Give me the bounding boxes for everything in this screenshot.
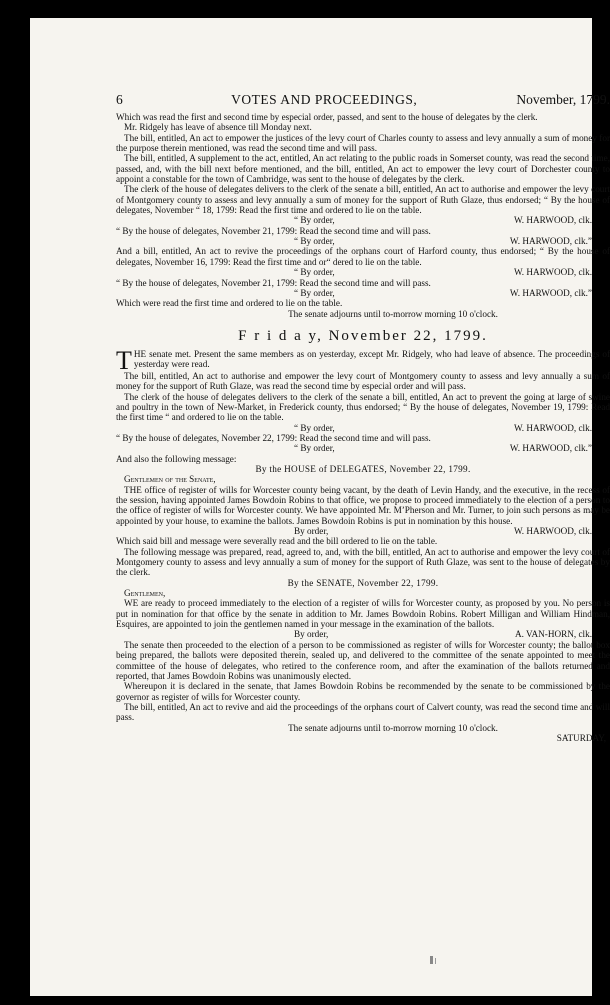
- signature-line: [116, 443, 610, 453]
- paragraph: The senate then proceeded to the election of a person to be commissioned as register of wills for Worcester county; the ballot box being prepared, the ballots were deposited therein, sealed up, and delivered to the committee of the senate appointed to meet the committee of the house of delegates, who retired to the conference room, and after the examination of the ballots returned and reported, that James Bowdoin Robins was unanimously elected.: [116, 639, 610, 681]
- salutation: Gentlemen,: [124, 588, 166, 599]
- adjournment: The senate adjourns until to-morrow morning 10 o'clock.: [288, 308, 498, 319]
- clerk-name: W. HARWOOD, clk.: [513, 422, 592, 433]
- paragraph: THE office of register of wills for Worcester county being vacant, by the death of Levin Handy, and the executive, in the recess of the session, having appointed James Bowdoin Robins to that office, we propose to proceed immediately to the election of a person to the office of register of wills for Worcester county. We have appointed Mr. M’Pherson and Mr. Turner, to join such persons as may be appointed by your house, to examine the ballots. James Bowdoin Robins is put in nomination by this house.: [116, 484, 610, 526]
- paragraph: And also the following message:: [116, 453, 237, 464]
- by-order: By order,: [294, 629, 329, 640]
- message-heading: By the SENATE, November 22, 1799.: [287, 577, 439, 588]
- paragraph: Which was read the first and second time by especial order, passed, and sent to the house of delegates by the clerk.: [116, 112, 538, 122]
- signature-line: [116, 629, 610, 639]
- paragraph: And a bill, entitled, An act to revive the proceedings of the orphans court of Harford county, thus endorsed; “ By the house of delegates, November 16, 1799: Read the first time and or“ dered to lie on the table.: [116, 246, 610, 267]
- by-order: “ By order,: [294, 287, 335, 298]
- paragraph: The clerk of the house of delegates delivers to the clerk of the senate a bill, entitled, An act to authorise and empower the levy court of Montgomery county to assess and levy annually a sum of money for the support of Ruth Glaze, thus endorsed; “ By the house of delegates, November “ 18, 1799: Read the first time and ordered to lie on the table.: [116, 184, 610, 216]
- signature-line: [116, 526, 610, 536]
- day-heading: F r i d a y, November 22, 1799.: [238, 327, 488, 344]
- running-title: VOTES AND PROCEEDINGS,: [231, 92, 418, 107]
- page-header: [116, 92, 610, 108]
- paragraph: WE are ready to proceed immediately to the election of a register of wills for Worcester county, as proposed by you. No person is put in nomination for that office by the senate in addition to Mr. James Bowdoin Robins. Robert Milligan and William Hindman, Esquires, are appointed to join the gentlemen named in your message in the examination of the ballots.: [116, 598, 610, 630]
- by-order: “ By order,: [294, 443, 335, 454]
- signature-line: [116, 423, 610, 433]
- by-order: By order,: [294, 526, 329, 537]
- by-order: “ By order,: [294, 215, 335, 226]
- page-number: 6: [116, 92, 123, 107]
- salutation: Gentlemen of the Senate,: [124, 474, 216, 485]
- clerk-name: W. HARWOOD, clk.”: [509, 443, 592, 454]
- paragraph: The bill, entitled, A supplement to the act, entitled, An act relating to the public roads in Somerset county, was read the second time, passed, and, with the bill next before mentioned, and the bill, entitled, An act to empower the levy court of Dorchester county to appoint a constable for the town of Cambridge, was sent to the house of delegates by the clerk.: [116, 153, 610, 185]
- signature-line: [116, 215, 610, 225]
- clerk-name: W. HARWOOD, clk.”: [509, 287, 592, 298]
- paragraph: Mr. Ridgely has leave of absence till Monday next.: [124, 122, 312, 133]
- by-order: “ By order,: [294, 422, 335, 433]
- adjournment: The senate adjourns until to-morrow morning 10 o'clock.: [288, 722, 498, 733]
- clerk-name: W. HARWOOD, clk.: [513, 267, 592, 278]
- page-content: [116, 74, 610, 743]
- paragraph-text: HE senate met. Present the same members as on yesterday, except Mr. Ridgely, who had leave of absence. The proceedings of yesterday were read.: [133, 348, 610, 370]
- signature-line: [116, 236, 610, 246]
- clerk-name: W. HARWOOD, clk.: [513, 526, 592, 537]
- paragraph: [116, 345, 610, 375]
- paragraph: The bill, entitled, An act to authorise and empower the levy court of Montgomery county to assess and levy annually a sum of money for the support of Ruth Glaze, was read the second time by especial order and will pass.: [116, 370, 610, 392]
- paragraph: “ By the house of delegates, November 21, 1799: Read the second time and will pass.: [116, 225, 431, 236]
- catchword: SATURDAY,: [556, 732, 606, 743]
- document-page: [30, 18, 610, 996]
- by-order: “ By order,: [294, 267, 335, 278]
- paragraph: Which were read the first time and ordered to lie on the table.: [116, 298, 343, 309]
- paragraph: “ By the house of delegates, November 21, 1799: Read the second time and will pass.: [116, 277, 431, 288]
- clerk-name: A. VAN-HORN, clk.: [515, 629, 592, 640]
- drop-cap: T: [116, 345, 132, 375]
- paragraph: The bill, entitled, An act to empower the justices of the levy court of Charles county to assess and levy annually a sum of money for the purpose therein mentioned, was read the second time and will pass.: [116, 132, 610, 154]
- paragraph: Which said bill and message were severally read and the bill ordered to lie on the table.: [116, 536, 438, 547]
- signature-line: [116, 267, 610, 277]
- paragraph: The following message was prepared, read, agreed to, and, with the bill, entitled, An act to authorise and empower the levy court of Montgomery county to assess and levy annually a sum of money for the support of Ruth Glaze, was sent to the house of delegates by the clerk.: [116, 546, 610, 578]
- by-order: “ By order,: [294, 236, 335, 247]
- clerk-name: W. HARWOOD, clk.”: [509, 236, 592, 247]
- running-date: November, 1799.: [516, 92, 610, 107]
- paragraph: “ By the house of delegates, November 22, 1799: Read the second time and will pass.: [116, 432, 431, 443]
- message-heading: By the HOUSE of DELEGATES, November 22, 1799.: [255, 463, 471, 474]
- paragraph: The bill, entitled, An act to revive and aid the proceedings of the orphans court of Calvert county, was read the second time and will pass.: [116, 701, 610, 723]
- ink-mark: [430, 956, 433, 964]
- signature-line: [116, 288, 610, 298]
- ink-mark: [435, 958, 436, 964]
- paragraph: Whereupon it is declared in the senate, that James Bowdoin Robins be recommended by the senate to be commissioned by the governor as register of wills for Worcester county.: [116, 681, 610, 702]
- clerk-name: W. HARWOOD, clk.: [513, 215, 592, 226]
- paragraph: The clerk of the house of delegates delivers to the clerk of the senate a bill, entitled, An act to prevent the going at large of swine and poultry in the town of New-Market, in Frederick county, thus endorsed; “ By the house of delegates, November 19, 1799: Read the first time “ and ordered to lie on the table.: [116, 391, 610, 423]
